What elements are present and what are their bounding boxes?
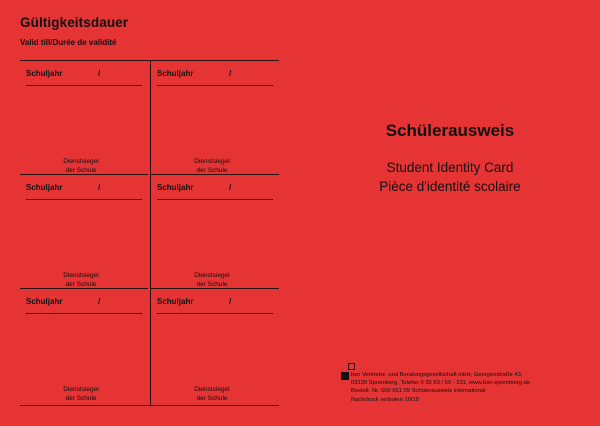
school-year-line	[26, 313, 142, 314]
school-year-line	[157, 313, 273, 314]
card-subtitle-french: Pièce d'identité scolaire	[379, 179, 521, 194]
school-year-slash: /	[229, 297, 232, 306]
school-seal-caption: Dienstsiegel der Schule	[63, 272, 99, 288]
school-year-slash: /	[229, 69, 232, 78]
school-year-line	[157, 199, 273, 200]
validity-cell-1	[20, 61, 142, 175]
publisher-line-2: 03130 Spremberg, Telefax 0 35 63 / 59 - 231, www.bsn-spremberg.de	[351, 380, 531, 387]
school-seal-caption: Dienstsiegel der Schule	[63, 386, 99, 402]
school-year-slash: /	[229, 183, 232, 192]
validity-cell-2	[151, 61, 273, 175]
school-year-label: Schuljahr	[157, 297, 194, 306]
school-year-label: Schuljahr	[26, 297, 63, 306]
validity-bottom-rule	[20, 405, 279, 406]
card-title: Schülerausweis	[385, 121, 515, 140]
registration-square-icon	[348, 363, 355, 370]
school-seal-caption: Dienstsiegel der Schule	[63, 158, 99, 174]
school-year-label: Schuljahr	[157, 69, 194, 78]
school-seal-caption: Dienstsiegel der Schule	[194, 386, 230, 402]
school-seal-caption: Dienstsiegel der Schule	[194, 158, 230, 174]
school-year-label: Schuljahr	[157, 183, 194, 192]
publisher-text	[351, 371, 530, 404]
school-year-line	[157, 85, 273, 86]
validity-cell-5	[20, 289, 142, 403]
school-year-slash: /	[98, 69, 101, 78]
publisher-logo-icon	[341, 372, 349, 380]
school-year-slash: /	[98, 297, 101, 306]
validity-cell-6	[151, 289, 273, 403]
validity-cell-4	[151, 175, 273, 289]
school-year-label: Schuljahr	[26, 183, 63, 192]
publisher-line-4: Nachdruck verboten 10/19	[351, 396, 419, 403]
publisher-line-1: bsn Vertriebs- und Beratungsgesellschaft mbH, Georgenstraße 43,	[351, 372, 523, 378]
validity-subtitle: Valid till/Durée de validité	[20, 38, 117, 47]
validity-title: Gültigkeitsdauer	[20, 15, 129, 30]
validity-cell-3	[20, 175, 142, 289]
school-year-line	[26, 85, 142, 86]
card-subtitle-english: Student Identity Card	[386, 160, 514, 175]
school-year-line	[26, 199, 142, 200]
publisher-line-3: Bestell- Nr. 500 651 09 Schülerausweis international	[351, 388, 486, 395]
school-year-slash: /	[98, 183, 101, 192]
school-year-label: Schuljahr	[26, 69, 63, 78]
school-seal-caption: Dienstsiegel der Schule	[194, 272, 230, 288]
